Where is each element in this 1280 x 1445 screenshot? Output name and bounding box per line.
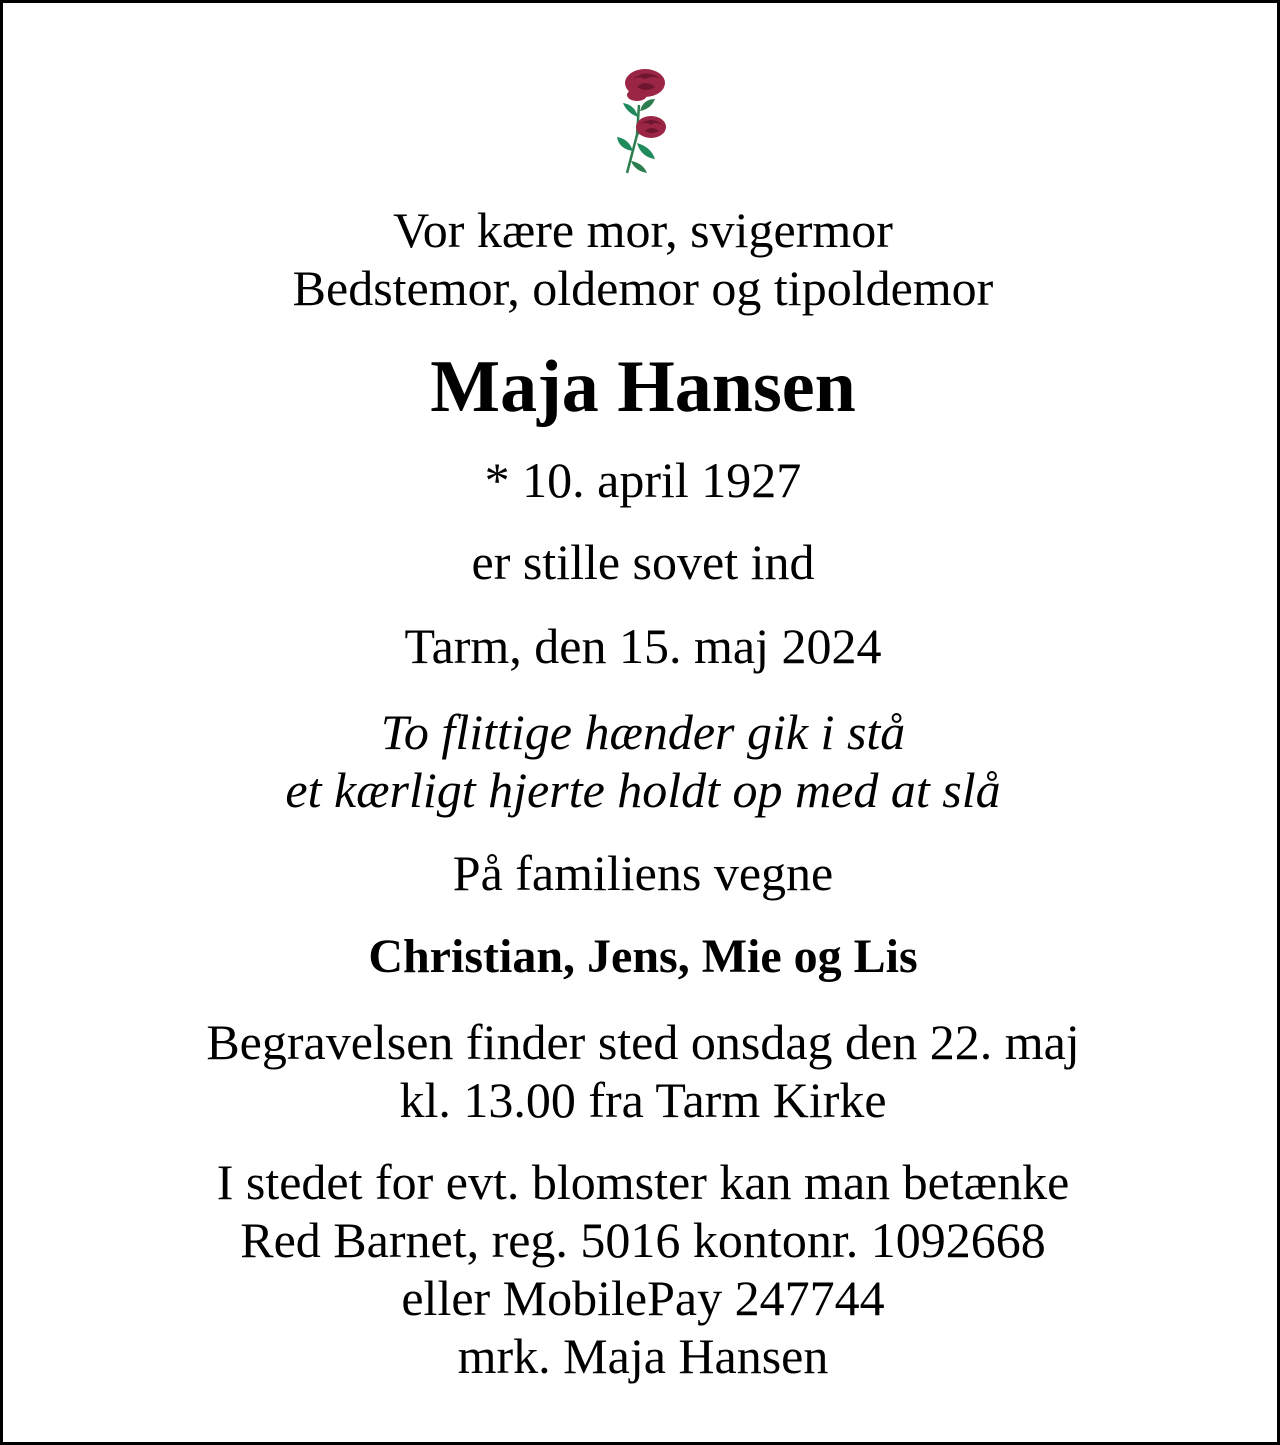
verse-line: To flittige hænder gik i stå <box>380 704 906 760</box>
donation-line: Red Barnet, reg. 5016 kontonr. 1092668 <box>240 1212 1046 1268</box>
family-names: Christian, Jens, Mie og Lis <box>368 930 918 983</box>
funeral-line: kl. 13.00 fra Tarm Kirke <box>399 1072 887 1128</box>
donation-line: mrk. Maja Hansen <box>457 1328 829 1384</box>
intro-block <box>3 201 1280 317</box>
donation-block <box>3 1153 1280 1385</box>
funeral-line: Begravelsen finder sted onsdag den 22. maj <box>206 1014 1080 1070</box>
funeral-block <box>3 1013 1280 1129</box>
verse-block <box>3 703 1280 819</box>
passing-phrase: er stille sovet ind <box>471 534 815 590</box>
deceased-name: Maja Hansen <box>430 346 856 428</box>
on-behalf-text: På familiens vegne <box>452 845 834 901</box>
intro-line: Vor kære mor, svigermor <box>393 202 893 258</box>
verse-line: et kærligt hjerte holdt op med at slå <box>285 762 1001 818</box>
rose-icon <box>607 65 679 175</box>
birth-date: * 10. april 1927 <box>484 452 802 508</box>
intro-line: Bedstemor, oldemor og tipoldemor <box>292 260 994 316</box>
place-and-date: Tarm, den 15. maj 2024 <box>404 618 882 674</box>
donation-line: I stedet for evt. blomster kan man betænke <box>216 1154 1070 1210</box>
donation-line: eller MobilePay 247744 <box>401 1270 885 1326</box>
